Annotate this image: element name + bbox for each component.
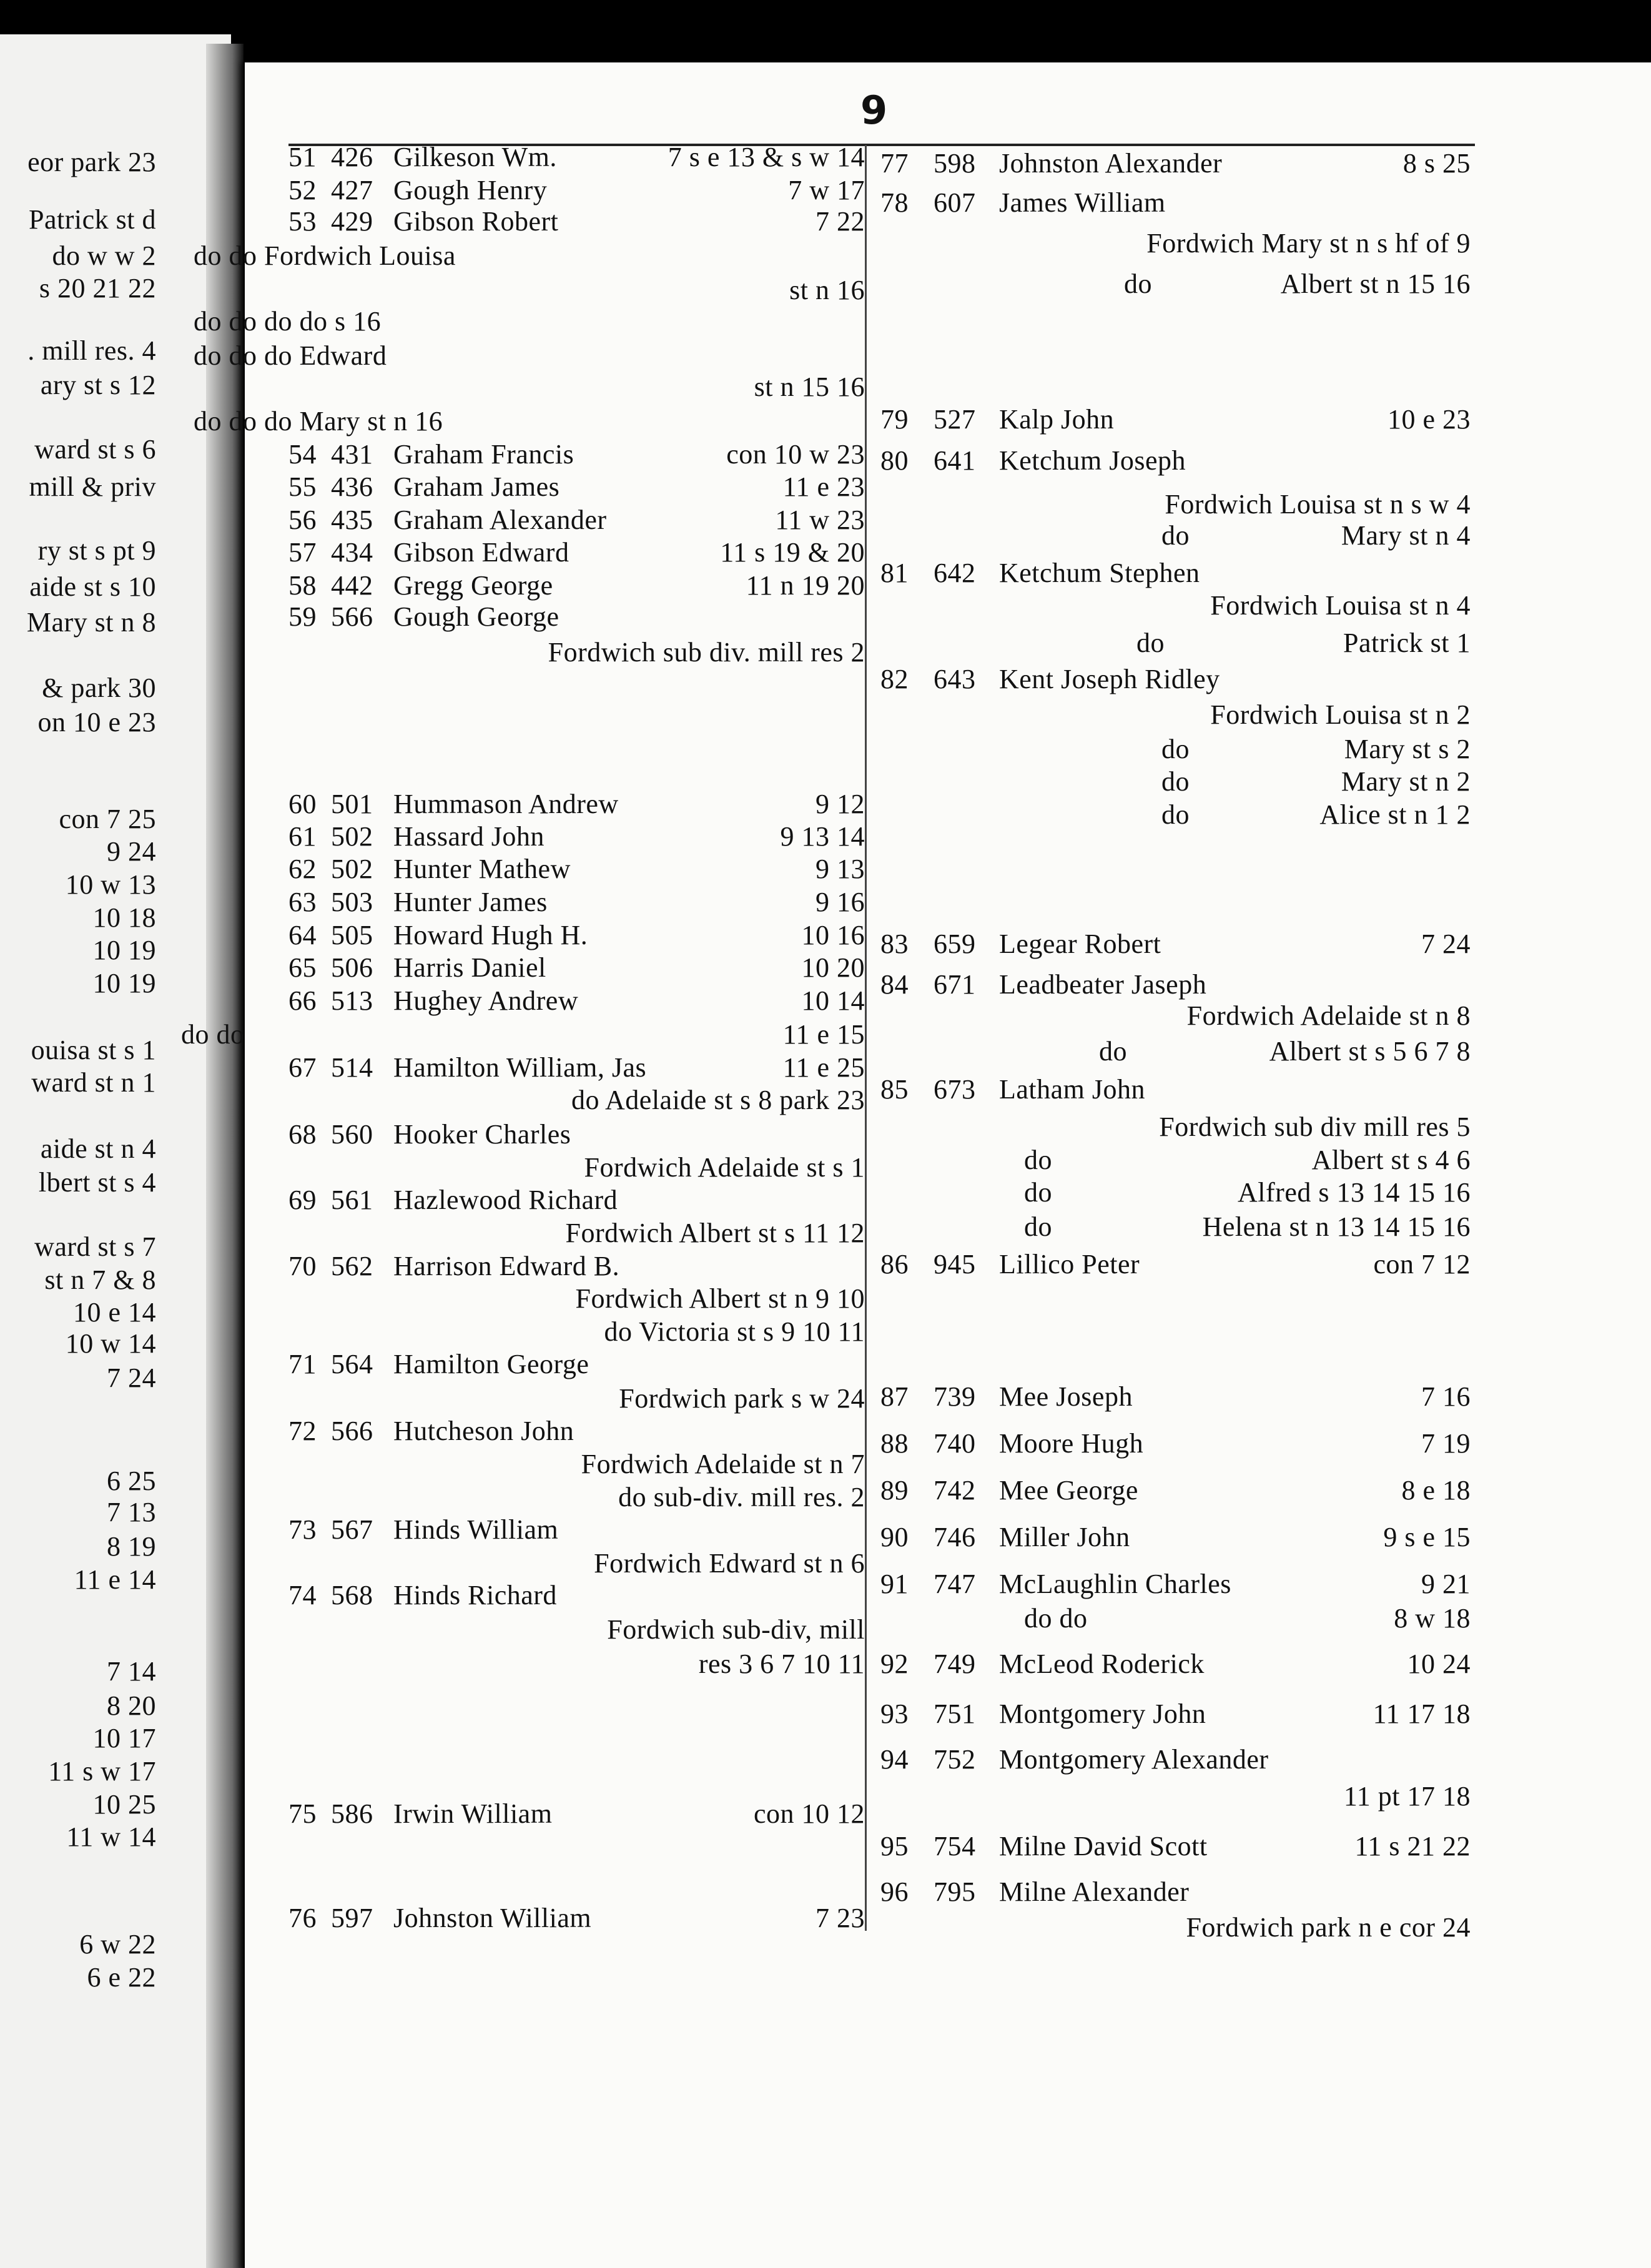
property-description: Patrick st 1 [1343,628,1471,658]
entry-number: 55 [288,471,317,502]
entry-name: Milne Alexander [999,1876,1190,1907]
property-description: con 10 w 23 [726,439,865,470]
entry-name: Hassard John [393,821,545,852]
property-description: 7 23 [816,1903,865,1933]
facing-page-text: 6 w 22 [79,1929,156,1960]
lot-number: 503 [331,887,373,917]
property-description: 10 20 [801,952,865,983]
facing-page-text: st n 7 & 8 [44,1265,156,1295]
lot-number: 747 [934,1569,976,1599]
facing-page-text: do w w 2 [52,240,156,271]
entry-number: 90 [880,1522,909,1552]
property-description: Alfred s 13 14 15 16 [1238,1177,1471,1208]
facing-page-text: 6 25 [107,1466,156,1496]
lot-number: 746 [934,1522,976,1552]
entry-name: Hooker Charles [393,1119,571,1150]
property-description: 7 16 [1421,1381,1471,1412]
entry-number: 91 [880,1569,909,1599]
property-description: 9 12 [816,789,865,819]
property-description: con 7 12 [1373,1249,1471,1279]
facing-page-text: aide st s 10 [29,571,156,602]
facing-page-text: 7 24 [107,1363,156,1393]
entry-number: 80 [880,445,909,476]
entry-name: Montgomery John [999,1699,1206,1729]
entry-name: Johnston Alexander [999,148,1223,179]
property-description: do Adelaide st s 8 park 23 [571,1085,865,1115]
facing-page-text: eor park 23 [27,147,156,177]
entry-number: 81 [880,558,909,588]
ditto-text: do [1124,269,1152,299]
ditto-text: do [1099,1036,1127,1067]
entry-number: 74 [288,1580,317,1610]
entry-name: Gilkeson Wm. [393,142,557,172]
entry-name: Mee George [999,1475,1138,1506]
lot-number: 598 [934,148,976,179]
facing-page-text: ry st s pt 9 [37,535,156,566]
lot-number: 505 [331,920,373,950]
entry-number: 89 [880,1475,909,1506]
ditto-text: do do [181,1019,245,1050]
facing-page-text: ward st s 6 [34,434,156,465]
property-description: Fordwich sub div mill res 5 [1159,1112,1471,1142]
entry-name: Hazlewood Richard [393,1185,618,1215]
entry-number: 73 [288,1514,317,1545]
entry-name: Gough George [393,601,559,632]
facing-page-text: 10 18 [92,902,156,933]
property-description: Mary st n 4 [1341,520,1471,551]
entry-number: 94 [880,1744,909,1775]
lot-number: 501 [331,789,373,819]
lot-number: 513 [331,985,373,1016]
lot-number: 502 [331,821,373,852]
entry-name: Graham Francis [393,439,574,470]
lot-number: 426 [331,142,373,172]
lot-number: 749 [934,1649,976,1679]
ditto-text: do [1024,1177,1052,1208]
entry-name: Montgomery Alexander [999,1744,1269,1775]
property-description: do sub-div. mill res. 2 [618,1482,865,1512]
lot-number: 427 [331,175,373,205]
lot-number: 434 [331,537,373,568]
entry-name: Milne David Scott [999,1831,1208,1861]
lot-number: 436 [331,471,373,502]
entry-number: 92 [880,1649,909,1679]
ditto-text: do [1161,520,1190,551]
property-description: Mary st n 2 [1341,766,1471,797]
ditto-text: do do do Edward [194,340,387,371]
facing-page-text: s 20 21 22 [39,273,156,303]
lot-number: 607 [934,187,976,218]
ditto-text: do [1161,766,1190,797]
lot-number: 568 [331,1580,373,1610]
ditto-text: do [1161,799,1190,830]
property-description: 10 24 [1407,1649,1471,1679]
entry-name: Hinds William [393,1514,559,1545]
property-description: Fordwich Adelaide st n 7 [581,1449,865,1479]
entry-number: 59 [288,601,317,632]
property-description: do Victoria st s 9 10 11 [604,1316,865,1347]
property-description: Mary st s 2 [1344,734,1471,764]
entry-number: 84 [880,969,909,1000]
facing-page-text: & park 30 [42,673,156,703]
property-description: 7 s e 13 & s w 14 [668,142,865,172]
lot-number: 586 [331,1798,373,1829]
lot-number: 945 [934,1249,976,1279]
entry-number: 71 [288,1349,317,1379]
lot-number: 659 [934,929,976,959]
property-description: Fordwich Albert st s 11 12 [565,1218,865,1248]
property-description: 9 13 [816,854,865,884]
property-description: 9 s e 15 [1383,1522,1471,1552]
facing-page-text: 8 20 [107,1690,156,1721]
facing-page-text: Mary st n 8 [26,607,156,638]
lot-number: 561 [331,1185,373,1215]
facing-page-text: 9 24 [107,836,156,867]
facing-page-text: 8 19 [107,1531,156,1562]
entry-number: 61 [288,821,317,852]
entry-name: James William [999,187,1166,218]
property-description: 11 e 25 [782,1052,865,1083]
entry-number: 58 [288,570,317,601]
entry-number: 95 [880,1831,909,1861]
property-description: Helena st n 13 14 15 16 [1202,1211,1471,1242]
lot-number: 506 [331,952,373,983]
facing-page-text: 6 e 22 [87,1962,156,1993]
property-description: 11 n 19 20 [746,570,865,601]
entry-name: Harrison Edward B. [393,1251,620,1281]
property-description: 9 16 [816,887,865,917]
entry-number: 64 [288,920,317,950]
facing-page-text: 10 17 [92,1723,156,1753]
entry-name: Gough Henry [393,175,548,205]
facing-page-text: lbert st s 4 [38,1167,156,1198]
property-description: 10 e 23 [1387,404,1471,435]
property-description: Fordwich Louisa st n 2 [1210,699,1471,730]
lot-number: 752 [934,1744,976,1775]
entry-name: Hamilton George [393,1349,589,1379]
property-description: Fordwich sub-div, mill [607,1614,865,1645]
facing-page-text: con 7 25 [59,804,156,834]
property-description: 11 pt 17 18 [1343,1781,1471,1812]
property-description: 7 w 17 [788,175,865,205]
property-description: Fordwich park n e cor 24 [1186,1912,1471,1943]
entry-name: Moore Hugh [999,1428,1144,1459]
entry-name: Hunter James [393,887,548,917]
entry-number: 52 [288,175,317,205]
lot-number: 597 [331,1903,373,1933]
entry-name: Hughey Andrew [393,985,579,1016]
property-description: 11 s 19 & 20 [720,537,865,568]
lot-number: 562 [331,1251,373,1281]
entry-name: Leadbeater Jaseph [999,969,1207,1000]
property-description: Fordwich park s w 24 [619,1383,865,1414]
facing-page-text: on 10 e 23 [37,707,156,737]
property-description: Fordwich Louisa st n 4 [1210,590,1471,621]
property-description: Fordwich Louisa st n s w 4 [1165,489,1471,520]
entry-name: Kalp John [999,404,1115,435]
lot-number: 566 [331,1416,373,1446]
entry-name: McLeod Roderick [999,1649,1205,1679]
property-description: 8 e 18 [1401,1475,1471,1506]
facing-page-text: 10 25 [92,1789,156,1820]
entry-number: 85 [880,1074,909,1105]
ditto-text: do [1024,1211,1052,1242]
lot-number: 567 [331,1514,373,1545]
property-description: 9 13 14 [780,821,865,852]
entry-number: 57 [288,537,317,568]
entry-name: Graham Alexander [393,505,607,535]
entry-number: 87 [880,1381,909,1412]
property-description: res 3 6 7 10 11 [698,1649,865,1679]
entry-name: Graham James [393,471,560,502]
property-description: Fordwich Adelaide st n 8 [1186,1000,1471,1031]
entry-number: 82 [880,664,909,694]
facing-page-text: Patrick st d [29,204,156,235]
entry-name: Ketchum Joseph [999,445,1186,476]
entry-number: 54 [288,439,317,470]
property-description: 11 w 23 [775,505,865,535]
lot-number: 527 [934,404,976,435]
entry-number: 75 [288,1798,317,1829]
facing-page-text: . mill res. 4 [27,335,156,366]
entry-number: 76 [288,1903,317,1933]
entry-number: 86 [880,1249,909,1279]
property-description: 8 s 25 [1402,148,1471,179]
entry-number: 72 [288,1416,317,1446]
entry-name: Hutcheson John [393,1416,574,1446]
facing-page-text: 10 19 [92,935,156,965]
lot-number: 564 [331,1349,373,1379]
property-description: Fordwich Mary st n s hf of 9 [1146,228,1471,259]
ditto-text: do do [1024,1603,1088,1634]
lot-number: 643 [934,664,976,694]
property-description: 10 16 [801,920,865,950]
entry-name: Gibson Edward [393,537,569,568]
entry-number: 60 [288,789,317,819]
facing-page-text: 11 w 14 [66,1822,156,1852]
entry-name: Gregg George [393,570,553,601]
entry-name: Irwin William [393,1798,553,1829]
property-description: 8 w 18 [1394,1603,1471,1634]
lot-number: 740 [934,1428,976,1459]
facing-page-text: 10 e 14 [72,1297,156,1328]
property-description: 11 17 18 [1373,1699,1471,1729]
facing-page-text: mill & priv [29,471,156,502]
entry-name: Kent Joseph Ridley [999,664,1220,694]
entry-number: 51 [288,142,317,172]
entry-name: Mee Joseph [999,1381,1133,1412]
lot-number: 431 [331,439,373,470]
entry-number: 56 [288,505,317,535]
entry-name: Lillico Peter [999,1249,1140,1279]
entry-name: Gibson Robert [393,206,559,237]
ditto-text: do do do do s 16 [194,306,382,337]
entry-number: 93 [880,1699,909,1729]
entry-name: Miller John [999,1522,1130,1552]
lot-number: 642 [934,558,976,588]
property-description: Fordwich Albert st n 9 10 [575,1283,865,1314]
page-number: 9 [860,87,888,133]
facing-page-text: 7 13 [107,1497,156,1527]
lot-number: 560 [331,1119,373,1150]
lot-number: 502 [331,854,373,884]
entry-number: 53 [288,206,317,237]
property-description: st n 16 [789,275,865,305]
ditto-text: do [1136,628,1165,658]
lot-number: 754 [934,1831,976,1861]
property-description: Alice st n 1 2 [1319,799,1471,830]
facing-page-text: ary st s 12 [40,370,156,400]
entry-number: 96 [880,1876,909,1907]
property-description: 7 19 [1421,1428,1471,1459]
ditto-text: do do do Mary st n 16 [194,406,443,436]
entry-name: Hinds Richard [393,1580,557,1610]
entry-name: Harris Daniel [393,952,546,983]
ditto-text: do [1161,734,1190,764]
entry-name: Johnston William [393,1903,592,1933]
entry-name: Latham John [999,1074,1146,1105]
lot-number: 442 [331,570,373,601]
ditto-text: do do Fordwich Louisa [194,240,456,271]
lot-number: 514 [331,1052,373,1083]
property-description: Albert st s 5 6 7 8 [1269,1036,1471,1067]
property-description: 11 s 21 22 [1354,1831,1471,1861]
property-description: 7 24 [1421,929,1471,959]
lot-number: 795 [934,1876,976,1907]
facing-page-text: 10 w 14 [65,1328,156,1359]
entry-name: Legear Robert [999,929,1161,959]
entry-number: 79 [880,404,909,435]
property-description: Fordwich sub div. mill res 2 [548,637,865,668]
property-description: Fordwich Adelaide st s 1 [584,1152,865,1183]
property-description: Albert st n 15 16 [1280,269,1471,299]
lot-number: 742 [934,1475,976,1506]
lot-number: 641 [934,445,976,476]
lot-number: 435 [331,505,373,535]
entry-number: 78 [880,187,909,218]
facing-page-text: 7 14 [107,1656,156,1687]
entry-number: 65 [288,952,317,983]
entry-number: 62 [288,854,317,884]
entry-number: 83 [880,929,909,959]
facing-page-text: 10 19 [92,968,156,998]
property-description: Albert st s 4 6 [1311,1145,1471,1175]
property-description: 11 e 15 [782,1019,865,1050]
lot-number: 429 [331,206,373,237]
facing-page-text: 11 e 14 [74,1564,156,1595]
lot-number: 566 [331,601,373,632]
property-description: 9 21 [1421,1569,1471,1599]
property-description: st n 15 16 [754,372,865,402]
entry-name: Howard Hugh H. [393,920,588,950]
facing-page-text: 10 w 13 [65,869,156,900]
facing-page-text: ward st n 1 [31,1067,156,1098]
property-description: 7 22 [816,206,865,237]
entry-name: Hummason Andrew [393,789,619,819]
property-description: Fordwich Edward st n 6 [594,1548,865,1579]
entry-name: Hamilton William, Jas [393,1052,647,1083]
entry-name: Ketchum Stephen [999,558,1200,588]
property-description: con 10 12 [753,1798,865,1829]
entry-number: 67 [288,1052,317,1083]
entry-number: 77 [880,148,909,179]
lot-number: 751 [934,1699,976,1729]
lot-number: 739 [934,1381,976,1412]
entry-number: 70 [288,1251,317,1281]
entry-name: McLaughlin Charles [999,1569,1231,1599]
facing-page-text: ouisa st s 1 [31,1035,156,1065]
entry-number: 63 [288,887,317,917]
facing-page-text: 11 s w 17 [48,1756,156,1787]
entry-number: 69 [288,1185,317,1215]
lot-number: 673 [934,1074,976,1105]
property-description: 10 14 [801,985,865,1016]
entry-number: 88 [880,1428,909,1459]
entry-number: 68 [288,1119,317,1150]
entry-name: Hunter Mathew [393,854,571,884]
lot-number: 671 [934,969,976,1000]
property-description: 11 e 23 [782,471,865,502]
entry-number: 66 [288,985,317,1016]
facing-page-text: aide st n 4 [40,1133,156,1164]
facing-page-text: ward st s 7 [34,1231,156,1262]
ditto-text: do [1024,1145,1052,1175]
